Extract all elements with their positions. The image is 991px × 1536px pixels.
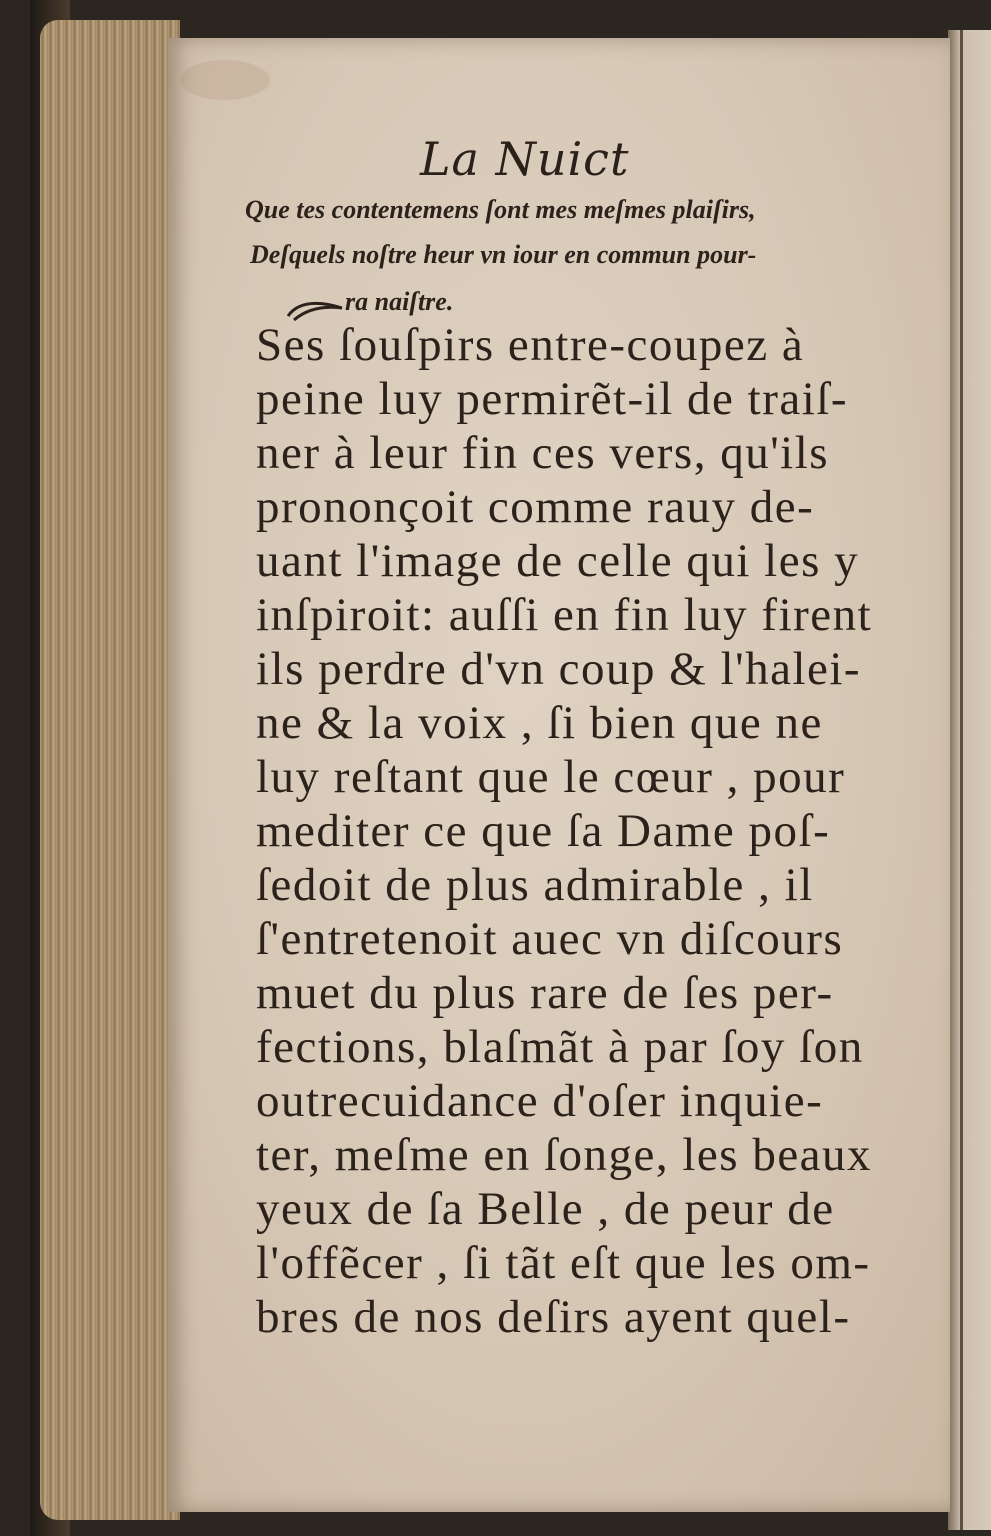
prose-line-6: inſpiroit: auſſi en fin luy firent <box>256 589 873 641</box>
gutter-line <box>960 30 963 1530</box>
prose-line-5: uant l'image de celle qui les y <box>256 535 860 587</box>
prose-line-4: prononçoit comme rauy de- <box>256 481 815 533</box>
verse-line-1: Que tes contentemens ſont mes meſmes plaiſirs, <box>245 195 756 224</box>
prose-line-11: ſedoit de plus admirable , il <box>256 859 814 911</box>
page-edges <box>40 20 180 1520</box>
paper-stain <box>180 60 270 100</box>
prose-line-9: luy reſtant que le cœur , pour <box>256 751 846 803</box>
prose-line-8: ne & la voix , ſi bien que ne <box>256 697 823 749</box>
prose-line-12: ſ'entretenoit auec vn diſcours <box>256 913 844 965</box>
prose-line-7: ils perdre d'vn coup & l'halei- <box>256 643 862 695</box>
prose-line-17: yeux de ſa Belle , de peur de <box>256 1183 835 1235</box>
prose-line-15: outrecuidance d'oſer inquie- <box>256 1075 824 1127</box>
prose-line-3: ner à leur fin ces vers, qu'ils <box>256 427 830 479</box>
prose-line-14: fections, blaſmãt à par ſoy ſon <box>256 1021 864 1073</box>
facing-page-edge <box>948 30 991 1530</box>
prose-line-16: ter, meſme en ſonge, les beaux <box>256 1129 873 1181</box>
prose-line-1: Ses ſouſpirs entre-coupez à <box>256 319 805 371</box>
verse-line-3: ra naiſtre. <box>345 287 454 316</box>
running-title: La Nuict <box>420 132 630 186</box>
prose-line-18: l'offẽcer , ſi tãt eſt que les om- <box>256 1237 871 1289</box>
prose-line-19: bres de nos deſirs ayent quel- <box>256 1291 851 1343</box>
prose-line-2: peine luy permirẽt-il de traiſ- <box>256 373 849 425</box>
prose-line-13: muet du plus rare de ſes per- <box>256 967 834 1019</box>
verse-line-2: Deſquels noſtre heur vn iour en commun pour- <box>250 240 757 269</box>
prose-line-10: mediter ce que ſa Dame poſ- <box>256 805 831 857</box>
